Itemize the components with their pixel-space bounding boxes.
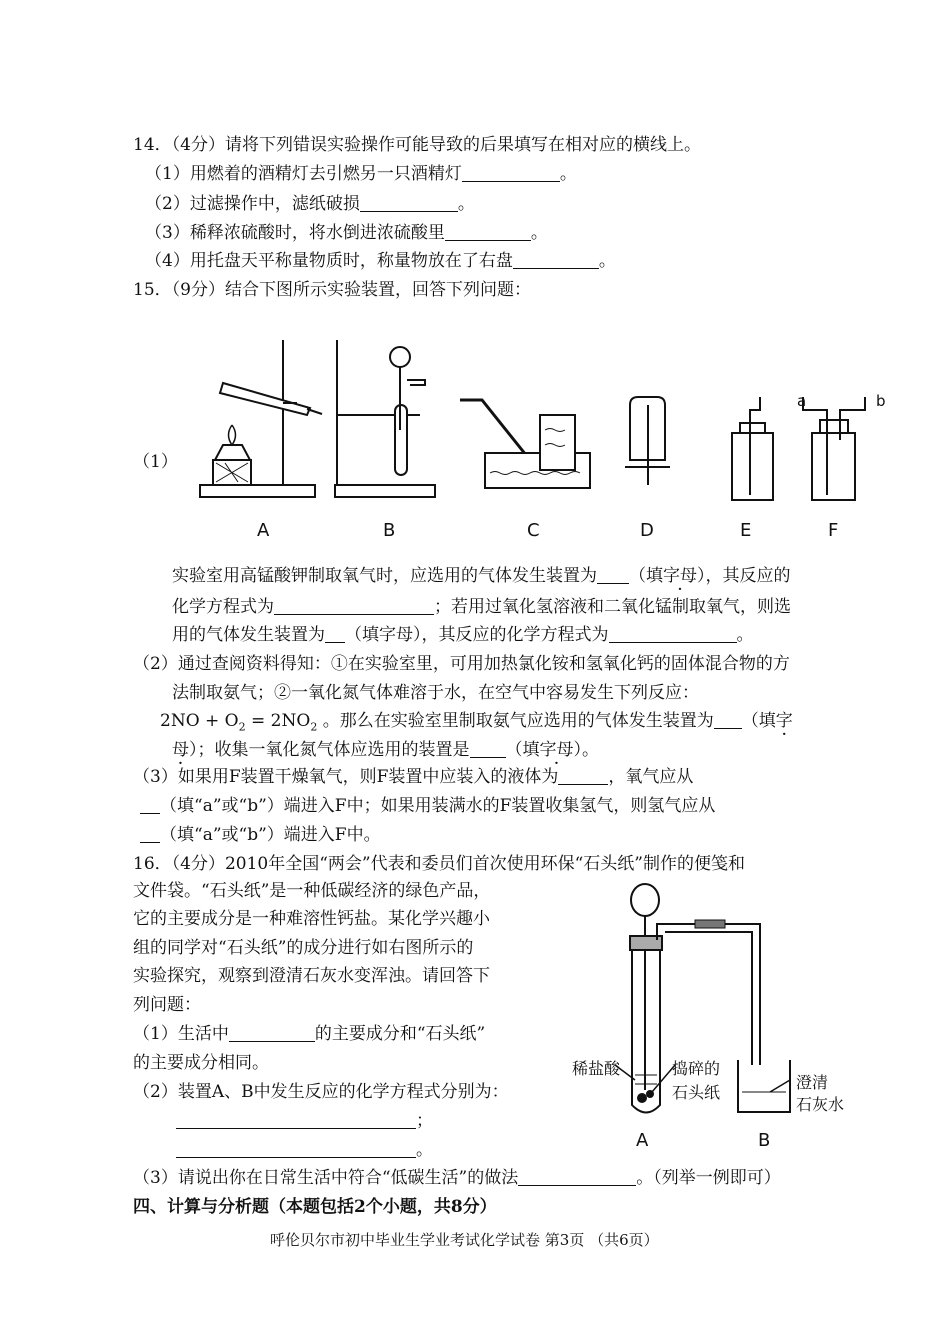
answer-blank[interactable] <box>176 1111 416 1129</box>
q14-item-2: （2）过滤操作中，滤纸破损 。 <box>145 194 475 214</box>
q16-line5: 实验探究，观察到澄清石灰水变浑浊。请回答下 <box>133 966 490 986</box>
answer-blank[interactable] <box>229 1024 315 1042</box>
figure-label-A: A <box>257 520 270 541</box>
q15-p2-line1: （2）通过查阅资料得知：①在实验室里，可用加热氯化铵和氢氧化钙的固体混合物的方 <box>133 654 790 674</box>
answer-blank[interactable] <box>714 711 742 729</box>
figure-label-E: E <box>740 520 752 541</box>
answer-blank[interactable] <box>140 796 160 814</box>
port-label-b: b <box>876 392 886 410</box>
q16-line7: （1）生活中 的主要成分和“石头纸” <box>133 1024 486 1044</box>
q14-item-3: （3）稀释浓硫酸时，将水倒进浓硫酸里 。 <box>145 223 548 243</box>
answer-blank[interactable] <box>360 194 458 212</box>
q15-fig-prefix: （1） <box>133 452 178 472</box>
q14-item-1: （1）用燃着的酒精灯去引燃另一只酒精灯 。 <box>145 164 577 184</box>
q15-p2-line2: 法制取氨气；②一氧化氮气体难溶于水，在空气中容易发生下列反应： <box>172 683 699 703</box>
page-footer: 呼伦贝尔市初中毕业生学业考试化学试卷 第3页 （共6页） <box>270 1231 659 1249</box>
q16-line10: ； <box>176 1110 433 1132</box>
figure-label-B: B <box>383 520 396 541</box>
q15-p3-line3: （填“a”或“b”）端进入F中。 <box>140 824 381 846</box>
paper-label-2: 石头纸 <box>672 1083 721 1102</box>
answer-blank[interactable] <box>176 1140 416 1158</box>
answer-blank[interactable] <box>518 1168 636 1186</box>
answer-blank[interactable] <box>513 251 599 269</box>
acid-label: 稀盐酸 <box>572 1059 621 1078</box>
q15-p3-line1: （3）如果用F装置干燥氧气，则F装置中应装入的液体为 ，氧气应从 <box>133 767 694 787</box>
section-4-heading: 四、计算与分析题（本题包括2个小题，共8分） <box>133 1197 497 1217</box>
figure-label-D: D <box>640 520 654 541</box>
q16-line12: （3）请说出你在日常生活中符合“低碳生活”的做法 。（列举一例即可） <box>133 1168 781 1188</box>
paper-label-1: 捣碎的 <box>672 1059 721 1078</box>
q14-heading: 14．（4分）请将下列错误实验操作可能导致的后果填写在相对应的横线上。 <box>133 135 701 155</box>
answer-blank[interactable] <box>558 767 608 785</box>
port-label-a: a <box>797 392 807 410</box>
q15-p1-line1: 实验室用高锰酸钾制取氧气时，应选用的气体发生装置为 （填字母），其反应的 <box>172 566 791 586</box>
q15-p2-line4: 母）；收集一氧化氮气体应选用的装置是 （填字母）。 <box>172 740 599 760</box>
answer-blank[interactable] <box>325 625 345 643</box>
q15-p2-line3: $2NO + O_2 = 2NO_2$ 。那么在实验室里制取氨气应选用的气体发生装置为 （填字 <box>160 711 793 734</box>
q16-line1: 16．（4分）2010年全国“两会”代表和委员们首次使用环保“石头纸”制作的便笺和 <box>133 854 745 874</box>
q14-item-4: （4）用托盘天平称量物质时，称量物放在了右盘 。 <box>145 251 616 271</box>
q16-line2: 文件袋。“石头纸”是一种低碳经济的绿色产品， <box>133 881 491 901</box>
q16-line11: 。 <box>176 1139 433 1161</box>
answer-blank[interactable] <box>462 164 560 182</box>
answer-blank[interactable] <box>140 825 160 843</box>
answer-blank[interactable] <box>609 625 737 643</box>
answer-blank[interactable] <box>274 597 434 615</box>
lime-label-1: 澄清 <box>796 1073 829 1092</box>
q15-p1-line2: 化学方程式为 ；若用过氧化氢溶液和二氧化锰制取氧气，则选 <box>172 597 791 617</box>
q15-p1-line3: 用的气体发生装置为 （填字母），其反应的化学方程式为 。 <box>172 625 754 645</box>
figure-label-F: F <box>828 520 839 541</box>
lime-label-2: 石灰水 <box>796 1095 845 1114</box>
q15-heading: 15．（9分）结合下图所示实验装置，回答下列问题： <box>133 280 531 300</box>
answer-blank[interactable] <box>445 223 531 241</box>
figure-label-C: C <box>527 520 540 541</box>
answer-blank[interactable] <box>470 740 506 758</box>
figure-label-A: A <box>636 1130 649 1151</box>
q16-line8: 的主要成分相同。 <box>133 1053 269 1073</box>
q16-line6: 列问题： <box>133 995 201 1015</box>
q16-line9: （2）装置A、B中发生反应的化学方程式分别为： <box>133 1082 509 1102</box>
q16-line4: 组的同学对“石头纸”的成分进行如右图所示的 <box>133 938 474 958</box>
figure-label-B: B <box>758 1130 771 1151</box>
apparatus-figure <box>195 335 885 545</box>
q15-p3-line2: （填“a”或“b”）端进入F中；如果用装满水的F装置收集氢气，则氢气应从 <box>140 795 715 817</box>
q16-line3: 它的主要成分是一种难溶性钙盐。某化学兴趣小 <box>133 909 490 929</box>
answer-blank[interactable] <box>597 566 629 584</box>
